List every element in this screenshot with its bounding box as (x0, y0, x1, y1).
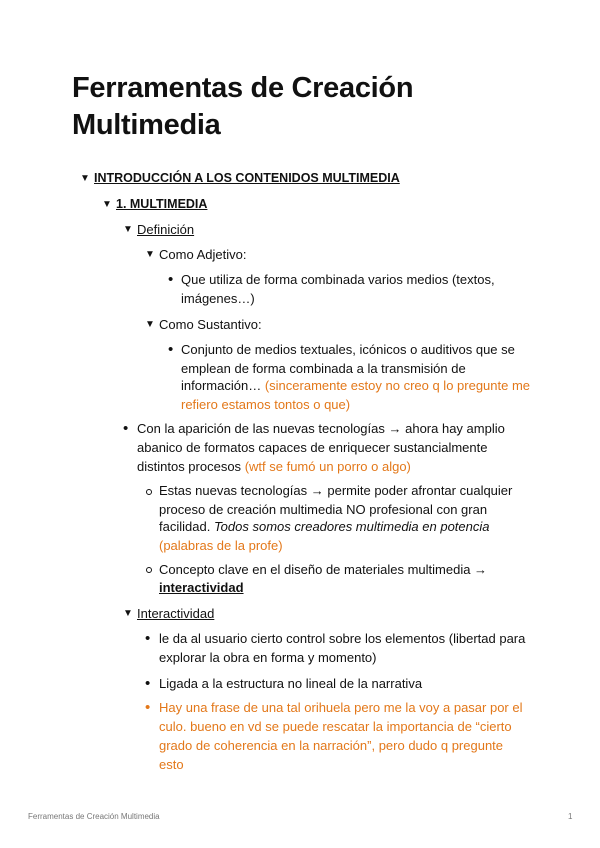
bullet-icon: • (168, 341, 174, 358)
list-item: distintos procesos (wtf se fumó un porro o algo) (137, 459, 411, 474)
toggle-triangle-icon[interactable]: ▼ (145, 249, 155, 260)
note-text: (palabras de la profe) (159, 538, 283, 553)
note-text: (wtf se fumó un porro o algo) (244, 459, 411, 474)
toggle-definicion[interactable]: Definición (137, 222, 195, 237)
toggle-triangle-icon[interactable]: ▼ (145, 319, 155, 330)
page-title: Ferramentas de Creación Multimedia (72, 72, 414, 141)
list-item: Conjunto de medios textuales, icónicos o auditivos que se (181, 342, 515, 357)
page-number: 1 (568, 812, 573, 821)
list-item: imágenes…) (181, 291, 255, 306)
list-item: información… (sinceramente estoy no creo q lo pregunte me (181, 378, 531, 393)
section-heading-multimedia[interactable]: 1. MULTIMEDIA (116, 197, 208, 211)
circle-bullet-icon (146, 567, 152, 573)
bullet-icon: • (123, 420, 129, 437)
toggle-triangle-icon[interactable]: ▼ (123, 224, 133, 235)
list-item: emplean de forma combinada a la transmisión de (181, 361, 466, 376)
list-item: Estas nuevas tecnologías → permite poder afrontar cualquier (159, 483, 513, 498)
list-item: Ligada a la estructura no lineal de la narrativa (159, 676, 423, 691)
bullet-icon: • (145, 699, 151, 716)
list-item: Concepto clave en el diseño de materiales multimedia → (159, 562, 488, 577)
note-text: esto (159, 757, 184, 772)
toggle-interactividad[interactable]: Interactividad (137, 606, 215, 621)
list-item: explorar la obra en forma y momento) (159, 650, 377, 665)
note-text: culo. bueno en vd se puede rescatar la importancia de “cierto (159, 719, 512, 734)
section-heading-intro[interactable]: INTRODUCCIÓN A LOS CONTENIDOS MULTIMEDIA (94, 171, 400, 185)
note-text: Hay una frase de una tal orihuela pero me la voy a pasar por el (159, 700, 523, 715)
list-item: facilidad. Todos somos creadores multimedia en potencia (159, 519, 490, 534)
list-item: abanico de formatos capaces de enriquecer sustancialmente (137, 440, 488, 455)
note-text: refiero estamos tontos o que) (181, 397, 351, 412)
toggle-triangle-icon[interactable]: ▼ (102, 199, 112, 210)
bullet-icon: • (168, 271, 174, 288)
bold-keyword: interactividad (159, 580, 244, 595)
toggle-triangle-icon[interactable]: ▼ (80, 173, 90, 184)
circle-bullet-icon (146, 489, 152, 495)
list-item: Que utiliza de forma combinada varios medios (textos, (181, 272, 495, 287)
note-text: (sinceramente estoy no creo q lo pregunte me (264, 378, 531, 393)
list-item: proceso de creación multimedia NO profesional con gran (159, 502, 488, 517)
bullet-icon: • (145, 630, 151, 647)
note-text: grado de coherencia en la narración”, pero dudo q pregunte (159, 738, 504, 753)
list-item: Con la aparición de las nuevas tecnologías → ahora hay amplio (137, 421, 505, 436)
footer-title: Ferramentas de Creación Multimedia (28, 812, 160, 821)
bullet-icon: • (145, 675, 151, 692)
italic-text: Todos somos creadores multimedia en potencia (213, 519, 490, 534)
toggle-triangle-icon[interactable]: ▼ (123, 608, 133, 619)
list-item: le da al usuario cierto control sobre los elementos (libertad para (159, 631, 526, 646)
toggle-adjetivo[interactable]: Como Adjetivo: (159, 247, 247, 262)
toggle-sustantivo[interactable]: Como Sustantivo: (159, 317, 262, 332)
